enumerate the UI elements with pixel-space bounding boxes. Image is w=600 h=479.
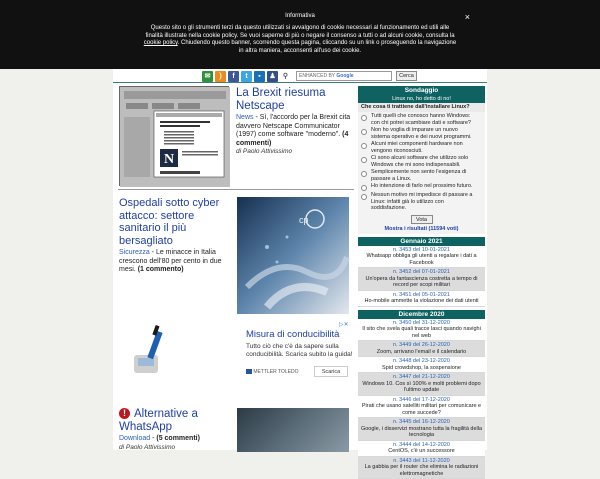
poll-options: [358, 112, 485, 212]
ad-headline[interactable]: Misura di conducibilità: [246, 329, 339, 340]
search-button[interactable]: Cerca: [396, 71, 417, 81]
article-comments[interactable]: (1 commento): [138, 266, 184, 273]
archive-item-title[interactable]: CentOS, c'è un successore: [360, 448, 483, 455]
svg-text:N: N: [164, 152, 174, 167]
archive-item[interactable]: [358, 291, 485, 307]
archive-item-number[interactable]: n. 3447 del 21-12-2020: [360, 374, 483, 381]
close-icon[interactable]: ×: [465, 12, 470, 22]
poll-option-label: Non ho voglia di imparare un nuovo sistema operativo e dei nuovi programmi.: [371, 127, 477, 140]
archive-item-title[interactable]: Ho-mobile ammette la violazione dei dati utenti: [360, 298, 483, 305]
archive-item-title[interactable]: Zoom, arrivano l'email e il calendario: [360, 349, 483, 356]
user-icon[interactable]: ♟: [267, 71, 278, 82]
poll-option-label: Alcuni miei componenti hardware non vengono riconosciuti.: [371, 141, 477, 154]
radio-button[interactable]: [361, 194, 367, 200]
email-icon[interactable]: ✉: [202, 71, 213, 82]
article-summary: -: [150, 435, 156, 442]
article-summary: - Le minacce in Italia crescono dell'80 per cento in due mesi.: [119, 249, 222, 273]
poll-option[interactable]: [358, 154, 485, 168]
twitter-icon[interactable]: t: [241, 71, 252, 82]
article-summary: - Sì, l'accordo per la Brexit cita davvero Netscape Communicator (1997) come software "moderno".: [236, 114, 350, 138]
archive-item-title[interactable]: Whatsapp obbliga gli utenti a regalare i dati a Facebook: [360, 253, 483, 266]
poll-option-label: Semplicemente non sento l'esigenza di passare a Linux.: [371, 169, 477, 182]
poll-option-label: Tutti quelli che conosco hanno Windows: con chi potrei scambiare dati e software?: [371, 113, 477, 126]
cookie-text: Questo sito o gli strumenti terzi da questo utilizzati si avvalgono di cookie necessari al funzionamento ed utili alle finalità illustrate nella cookie policy. Se vuoi saperne di più o negare il consenso a tutti o ad alcuni cookie, consulta la cookie policy. Chiudendo questo banner, scorrendo questa pagina, cliccando su un link o proseguendo la navigazione in altra maniera, acconsenti all'uso dei cookie.: [0, 25, 600, 55]
archive-item-number[interactable]: n. 3445 del 16-12-2020: [360, 419, 483, 426]
article-comments[interactable]: (5 commenti): [156, 435, 200, 442]
archive-item[interactable]: [358, 457, 485, 479]
archive-item[interactable]: [358, 246, 485, 269]
archive-item-number[interactable]: n. 3450 del 31-12-2020: [360, 320, 483, 327]
news-archive: [358, 237, 485, 479]
archive-item-title[interactable]: Un'opera da fantascienza costretta a tempo di record per scopi militari: [360, 276, 483, 289]
radio-button[interactable]: [361, 143, 367, 149]
archive-item-title[interactable]: Spid crowdshop, la sospensione: [360, 365, 483, 372]
poll-option[interactable]: [358, 168, 485, 182]
article-brexit: [118, 84, 354, 190]
article-category[interactable]: News: [236, 114, 254, 121]
article-comments[interactable]: (4 commenti): [236, 131, 348, 147]
chat-icon[interactable]: ▪: [254, 71, 265, 82]
poll-option-label: Nessun motivo mi impedisce di passare a Linux: infatti già lo utilizzo con soddisfazione.: [371, 192, 477, 212]
poll-option[interactable]: [358, 140, 485, 154]
archive-item[interactable]: [358, 396, 485, 419]
search-magnifier-icon[interactable]: ⚲: [280, 71, 291, 82]
search-placeholder: ENHANCED BY: [299, 73, 335, 79]
archive-month-header: Dicembre 2020: [358, 310, 485, 319]
archive-item[interactable]: [358, 418, 485, 441]
archive-item-title[interactable]: Google, i disservizi mostrano tutta la fragilità della tecnologia: [360, 426, 483, 439]
sidebar: [358, 86, 485, 479]
radio-button[interactable]: [361, 115, 367, 121]
archive-item-number[interactable]: n. 3443 del 11-12-2020: [360, 458, 483, 465]
poll-option-label: Ho intenzione di farlo nel prossimo futuro.: [371, 183, 477, 191]
archive-month-header: Gennaio 2021: [358, 237, 485, 246]
article-whatsapp: [118, 406, 354, 462]
article-author: di Paolo Attivissimo: [119, 444, 231, 451]
archive-item-number[interactable]: n. 3448 del 23-12-2020: [360, 358, 483, 365]
cookie-banner: [0, 0, 600, 69]
archive-item[interactable]: [358, 341, 485, 357]
poll-option[interactable]: [358, 126, 485, 140]
archive-item-title[interactable]: Windows 10. Cos sì 100% e molti problemi dopo l'ultimo update: [360, 381, 483, 394]
archive-item-number[interactable]: n. 3452 del 07-01-2021: [360, 269, 483, 276]
archive-item-number[interactable]: n. 3449 del 26-12-2020: [360, 342, 483, 349]
archive-item-number[interactable]: n. 3453 del 10-01-2021: [360, 247, 483, 254]
poll-header: Sondaggio: [358, 86, 485, 95]
poll-option[interactable]: [358, 182, 485, 191]
advertisement[interactable]: [118, 317, 354, 387]
svg-text:cp: cp: [299, 215, 309, 225]
archive-item-title[interactable]: Pirati che usano satelliti militari per comunicare e come succede?: [360, 403, 483, 416]
radio-button[interactable]: [361, 157, 367, 163]
archive-item[interactable]: [358, 268, 485, 291]
poll-option[interactable]: [358, 191, 485, 212]
ad-text: Tutto ciò che c'è da sapere sulla conducibilità. Scarica subito la guida!: [246, 343, 356, 359]
article-thumbnail-netscape[interactable]: [119, 86, 229, 186]
poll-results-link[interactable]: Mostra i risultati (11594 voti): [358, 224, 485, 234]
poll-option[interactable]: [358, 112, 485, 126]
warning-icon: !: [119, 408, 130, 419]
article-author: di Paolo Attivissimo: [236, 148, 354, 155]
archive-item[interactable]: [358, 319, 485, 342]
ad-brand: METTLER TOLEDO: [246, 369, 299, 375]
radio-button[interactable]: [361, 129, 367, 135]
archive-item-title[interactable]: La gabbia per il router che elimina le radiazioni elettromagnetiche: [360, 464, 483, 477]
archive-item-number[interactable]: n. 3451 del 05-01-2021: [360, 292, 483, 299]
archive-item-number[interactable]: n. 3446 del 17-12-2020: [360, 397, 483, 404]
facebook-icon[interactable]: f: [228, 71, 239, 82]
archive-item-title[interactable]: Il sito che svela quali tracce lasci quando navighi nel web: [360, 326, 483, 339]
archive-item-number[interactable]: n. 3444 del 14-12-2020: [360, 442, 483, 449]
article-title[interactable]: Alternative a WhatsApp: [119, 408, 198, 433]
vote-button[interactable]: Vota: [411, 215, 433, 224]
poll-option-label: Ci sono alcuni software che utilizzo solo Windows che mi sono indispensabili.: [371, 155, 477, 168]
ad-download-button[interactable]: Scarica: [314, 366, 348, 377]
ad-choices-icon[interactable]: ▷✕: [339, 321, 349, 328]
archive-item[interactable]: [358, 441, 485, 457]
article-ospedali: [118, 195, 354, 323]
cookie-title: Informativa: [0, 0, 600, 19]
search-brand: Google: [336, 73, 353, 79]
poll-notice[interactable]: Linux no, ho detto di no!: [358, 95, 485, 103]
archive-item[interactable]: [358, 373, 485, 396]
rss-icon[interactable]: ): [215, 71, 226, 82]
article-title[interactable]: Ospedali sotto cyber attacco: settore sanitario il più bersagliato: [119, 197, 229, 247]
article-category[interactable]: Download: [119, 435, 150, 442]
archive-item[interactable]: [358, 357, 485, 373]
radio-button[interactable]: [361, 171, 367, 177]
radio-button[interactable]: [361, 185, 367, 191]
article-category[interactable]: Sicurezza: [119, 249, 150, 256]
cookie-policy-link[interactable]: cookie policy: [144, 40, 178, 46]
poll-question: Che cosa ti trattiene dall'installare Linux?: [358, 103, 485, 112]
article-title[interactable]: La Brexit riesuma Netscape: [236, 87, 354, 112]
article-thumbnail-cyber[interactable]: [237, 197, 349, 314]
article-thumbnail-whatsapp[interactable]: [237, 408, 349, 452]
ad-probe-image: [132, 325, 172, 377]
